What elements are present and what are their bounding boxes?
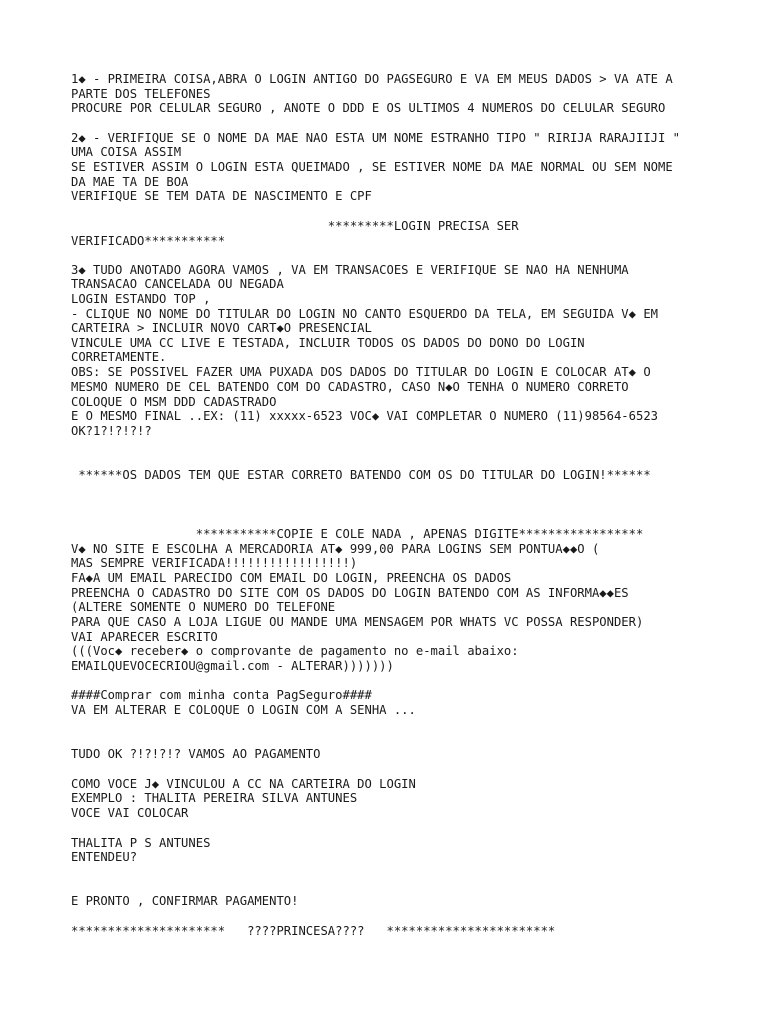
site-line-2: MAS SEMPRE VERIFICADA!!!!!!!!!!!!!!!!!) [71,556,358,570]
site-line-7: VAI APARECER ESCRITO [71,630,218,644]
site-line-5: (ALTERE SOMENTE O NUMERO DO TELEFONE [71,600,336,614]
payment-heading: TUDO OK ?!?!?!? VAMOS AO PAGAMENTO [71,747,321,761]
data-warning-banner: ******OS DADOS TEM QUE ESTAR CORRETO BATENDO COM OS DO TITULAR DO LOGIN!****** [71,468,651,482]
obs-line-2: MESMO NUMERO DE CEL BATENDO COM DO CADASTRO, CASO N◆O TENHA O NUMERO CORRETO [71,380,629,394]
example-line-2: EXEMPLO : THALITA PEREIRA SILVA ANTUNES [71,791,358,805]
obs-line-3: COLOQUE O MSM DDD CADASTRADO [71,395,277,409]
step-2-line-3: SE ESTIVER ASSIM O LOGIN ESTA QUEIMADO , SE ESTIVER NOME DA MAE NORMAL OU SEM NOME [71,160,673,174]
step-1-line-1: 1◆ - PRIMEIRA COISA,ABRA O LOGIN ANTIGO DO PAGSEGURO E VA EM MEUS DADOS > VA ATE A [71,72,673,86]
confirm-line: E PRONTO , CONFIRMAR PAGAMENTO! [71,894,299,908]
obs-line-1: OBS: SE POSSIVEL FAZER UMA PUXADA DOS DADOS DO TITULAR DO LOGIN E COLOCAR AT◆ O [71,365,651,379]
obs-line-4: E O MESMO FINAL ..EX: (11) xxxxx-6523 VOC◆ VAI COMPLETAR O NUMERO (11)98564-6523 [71,409,658,423]
step-3-line-3: LOGIN ESTANDO TOP , [71,292,211,306]
verify-warning-line-2: VERIFICADO*********** [71,234,226,248]
step-1-line-3: PROCURE POR CELULAR SEGURO , ANOTE O DDD E OS ULTIMOS 4 NUMEROS DO CELULAR SEGURO [71,101,666,115]
step-2-line-4: DA MAE TA DE BOA [71,175,189,189]
verify-warning-line-1: *********LOGIN PRECISA SER [71,219,519,233]
site-line-1: V◆ NO SITE E ESCOLHA A MERCADORIA AT◆ 999,00 PARA LOGINS SEM PONTUA◆◆O ( [71,542,600,556]
step-1-line-2: PARTE DOS TELEFONES [71,87,211,101]
step-3-line-4: - CLIQUE NO NOME DO TITULAR DO LOGIN NO CANTO ESQUERDO DA TELA, EM SEGUIDA V◆ EM [71,307,658,321]
step-3-line-5: CARTEIRA > INCLUIR NOVO CART◆O PRESENCIAL [71,321,372,335]
example-line-1: COMO VOCE J◆ VINCULOU A CC NA CARTEIRA DO LOGIN [71,777,416,791]
site-line-8: (((Voc◆ receber◆ o comprovante de pagamento no e-mail abaixo: [71,644,519,658]
step-2-line-2: UMA COISA ASSIM [71,145,182,159]
example-line-5: ENTENDEU? [71,850,138,864]
step-2-line-5: VERIFIQUE SE TEM DATA DE NASCIMENTO E CPF [71,189,372,203]
step-3-line-2: TRANSACAO CANCELADA OU NEGADA [71,277,284,291]
step-3-line-1: 3◆ TUDO ANOTADO AGORA VAMOS , VA EM TRANSACOES E VERIFIQUE SE NAO HA NENHUMA [71,263,629,277]
obs-line-5: OK?1?!?!?!? [71,424,152,438]
step-3-line-7: CORRETAMENTE. [71,350,167,364]
signature-line: ********************* ????PRINCESA???? *********************** [71,924,556,938]
pagseguro-heading: ####Comprar com minha conta PagSeguro#### [71,688,372,702]
step-3-line-6: VINCULE UMA CC LIVE E TESTADA, INCLUIR TODOS OS DADOS DO DONO DO LOGIN [71,336,585,350]
copy-warning-banner: ***********COPIE E COLE NADA , APENAS DIGITE***************** [71,527,644,541]
example-line-3: VOCE VAI COLOCAR [71,806,189,820]
site-line-3: FA◆A UM EMAIL PARECIDO COM EMAIL DO LOGIN, PREENCHA OS DADOS [71,571,512,585]
example-line-4: THALITA P S ANTUNES [71,836,211,850]
site-line-6: PARA QUE CASO A LOJA LIGUE OU MANDE UMA MENSAGEM POR WHATS VC POSSA RESPONDER) [71,615,644,629]
step-2-line-1: 2◆ - VERIFIQUE SE O NOME DA MAE NAO ESTA UM NOME ESTRANHO TIPO " RIRIJA RARAJIIJI " [71,131,681,145]
site-line-4: PREENCHA O CADASTRO DO SITE COM OS DADOS DO LOGIN BATENDO COM AS INFORMA◆◆ES [71,586,629,600]
site-line-9: EMAILQUEVOCECRIOU@gmail.com - ALTERAR))))))) [71,659,394,673]
pagseguro-line: VA EM ALTERAR E COLOQUE O LOGIN COM A SENHA ... [71,703,416,717]
